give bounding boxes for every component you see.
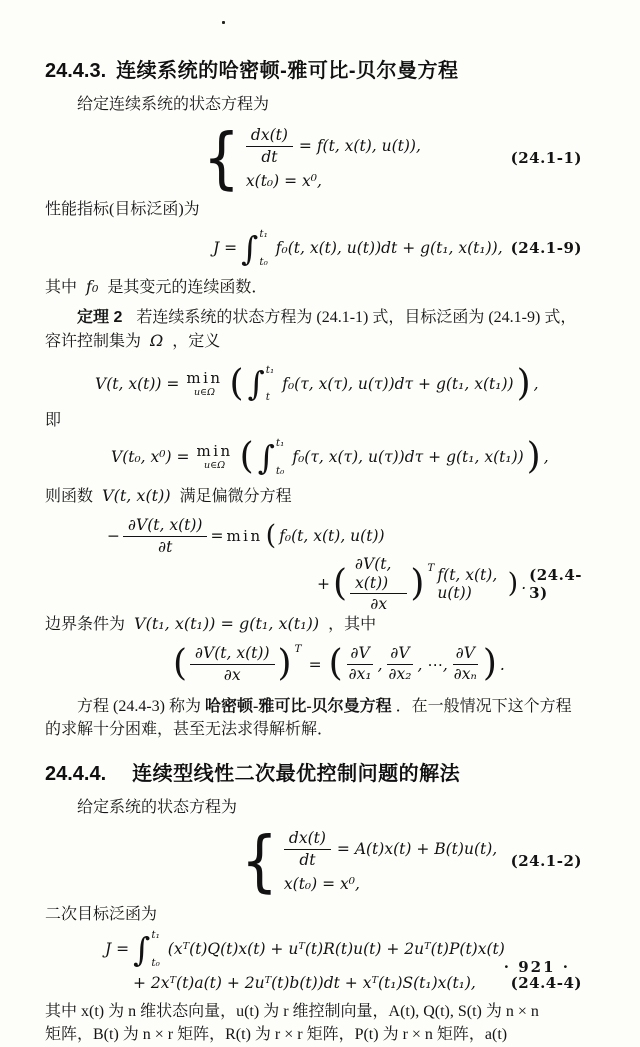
right-paren: ) bbox=[516, 362, 531, 404]
transpose-superscript: T bbox=[427, 562, 435, 575]
right-paren: ) bbox=[482, 643, 497, 685]
page-number: · 921 · bbox=[503, 958, 570, 976]
initial-condition: x(t₀) = x⁰, bbox=[245, 172, 322, 191]
integral bbox=[258, 438, 289, 476]
inline-math-V: V(t, x(t)) bbox=[102, 486, 171, 506]
equation-label: (24.1-1) bbox=[510, 149, 582, 168]
fraction-denominator: ∂x₁ bbox=[348, 665, 372, 683]
trailing-comma: , bbox=[533, 374, 539, 393]
equation-body: f₀(t, x(t), u(t)) bbox=[279, 527, 385, 546]
equation-24-4-3-line1 bbox=[107, 512, 582, 560]
right-paren: ) bbox=[410, 563, 425, 605]
equation-body: f₀(t, x(t), u(t))dt + g(t₁, x(t₁)), bbox=[275, 239, 503, 258]
section-number: 24.4.4. bbox=[45, 762, 107, 785]
equation-24-1-2 bbox=[241, 821, 582, 901]
equation-gradient-vector bbox=[173, 641, 582, 689]
integral-lower-limit: t₀ bbox=[259, 255, 268, 268]
equation-body: f₀(τ, x(τ), u(τ))dτ + g(t₁, x(t₁)) bbox=[282, 374, 514, 393]
integral-upper-limit: t₁ bbox=[265, 363, 275, 376]
equation-24-4-3-line2 bbox=[317, 554, 582, 614]
left-brace: { bbox=[203, 118, 240, 198]
equals-sign: = bbox=[210, 527, 224, 546]
paragraph-f0-continuous bbox=[45, 275, 582, 299]
equation-24-1-9 bbox=[213, 225, 582, 271]
theorem-2-line1 bbox=[45, 306, 582, 329]
equation-rhs: = f(t, x(t), u(t)), bbox=[298, 137, 421, 156]
equation-lhs: V(t, x(t)) = bbox=[95, 374, 180, 393]
fraction-numerator: dx(t) bbox=[246, 126, 293, 147]
fraction-dVdx bbox=[350, 555, 407, 614]
equation-body: (xᵀ(t)Q(t)x(t) + uᵀ(t)R(t)u(t) + 2uᵀ(t)P(t)x(t) bbox=[167, 940, 505, 959]
integral-upper-limit: t₁ bbox=[151, 929, 160, 942]
hjb-equation-name: 哈密顿-雅可比-贝尔曼方程 bbox=[205, 697, 392, 715]
section-number: 24.4.3. bbox=[45, 60, 107, 82]
paragraph-hjb-name-line2: 的求解十分困难，甚至无法求得解析解． bbox=[45, 720, 334, 738]
equation-24-4-4 bbox=[45, 928, 582, 996]
integral-sign: ∫ bbox=[257, 437, 275, 477]
integral-upper-limit: t₁ bbox=[275, 437, 285, 450]
text-run: 满足偏微分方程 bbox=[179, 488, 292, 506]
fraction-numerator: ∂V bbox=[347, 644, 372, 665]
left-paren: ( bbox=[239, 435, 254, 477]
section-heading-2443 bbox=[45, 54, 582, 83]
integral-sign: ∫ bbox=[241, 228, 259, 268]
text-run: ，定义 bbox=[172, 332, 221, 350]
fraction-dVdx1 bbox=[346, 644, 375, 684]
fraction-denominator: dt bbox=[261, 147, 278, 166]
text-run: 是其变元的连续函数． bbox=[107, 279, 268, 297]
paragraph-hjb-name-line1 bbox=[45, 695, 582, 718]
integral bbox=[133, 930, 164, 968]
text-run: 方程 (24.4-3) 称为 bbox=[77, 697, 201, 715]
equation-label: (24.1-2) bbox=[510, 852, 582, 871]
text-run: ．在一般情况下这个方程 bbox=[395, 697, 572, 715]
equation-24-1-1 bbox=[203, 118, 582, 198]
equation-lhs: J = bbox=[105, 940, 130, 959]
equation-body: f(t, x(t), u(t)) bbox=[437, 566, 498, 603]
equation-lhs: V(t₀, x⁰) = bbox=[111, 448, 190, 467]
paragraph-performance-index: 性能指标(目标泛函)为 bbox=[45, 201, 200, 219]
plus-sign: + bbox=[317, 575, 330, 594]
text-run: 边界条件为 bbox=[45, 616, 126, 634]
min-word: min bbox=[196, 441, 233, 460]
trailing-comma: , bbox=[543, 448, 549, 467]
equation-rhs: = A(t)x(t) + B(t)u(t), bbox=[336, 840, 498, 859]
equation-value-function bbox=[95, 361, 582, 407]
fraction-denominator: ∂t bbox=[158, 537, 173, 556]
equation-24-4-3 bbox=[45, 512, 582, 614]
equation-system bbox=[241, 821, 498, 901]
left-paren: ( bbox=[333, 563, 348, 605]
fraction-dVdx bbox=[190, 644, 274, 684]
integral-lower-limit: t₀ bbox=[275, 464, 285, 477]
section-title: 连续型线性二次最优控制问题的解法 bbox=[132, 762, 461, 785]
fraction-numerator: ∂V(t, x(t)) bbox=[190, 644, 274, 665]
fraction-dxdt bbox=[284, 829, 331, 869]
minus-sign: − bbox=[107, 527, 120, 546]
integral-sign: ∫ bbox=[133, 929, 151, 969]
min-word: min bbox=[226, 527, 263, 546]
left-brace: { bbox=[241, 821, 278, 901]
initial-condition: x(t₀) = x⁰, bbox=[283, 875, 360, 894]
equation-system bbox=[203, 118, 421, 198]
equation-label: (24.1-9) bbox=[510, 239, 582, 258]
left-paren: ( bbox=[328, 643, 343, 685]
fraction-denominator: ∂x bbox=[223, 666, 241, 684]
comma: , bbox=[377, 655, 383, 674]
text-run: 则函数 bbox=[45, 488, 94, 506]
theorem-2-line2 bbox=[45, 329, 582, 353]
fraction-denominator: ∂x bbox=[370, 595, 388, 614]
paragraph-boundary-condition bbox=[45, 612, 582, 636]
theorem-label: 定理 2 bbox=[77, 308, 123, 326]
integral-upper-limit: t₁ bbox=[259, 228, 268, 241]
equation-lhs: J = bbox=[213, 239, 238, 258]
min-operator bbox=[196, 441, 233, 471]
trailing-period: . bbox=[521, 575, 527, 594]
fraction-numerator: ∂V bbox=[387, 644, 412, 665]
scan-artifact-dot bbox=[222, 21, 225, 24]
fraction-denominator: ∂xₙ bbox=[453, 665, 477, 683]
section-title: 连续系统的哈密顿-雅可比-贝尔曼方程 bbox=[116, 60, 459, 82]
left-paren: ( bbox=[173, 643, 188, 685]
fraction-dVdx2 bbox=[386, 644, 415, 684]
paragraph-state-equation-intro: 给定连续系统的状态方程为 bbox=[77, 96, 270, 113]
paragraph-pde-intro bbox=[45, 484, 582, 508]
left-paren: ( bbox=[265, 519, 277, 551]
fraction-numerator: ∂V(t, x(t)) bbox=[123, 516, 207, 537]
ellipsis-comma: , ⋯, bbox=[417, 655, 448, 674]
equation-body: + 2xᵀ(t)a(t) + 2uᵀ(t)b(t))dt + xᵀ(t₁)S(t₁)x(t₁), bbox=[133, 974, 476, 993]
equation-label: (24.4-3) bbox=[529, 566, 582, 603]
equals-sign: = bbox=[308, 655, 322, 674]
equation-value-function-initial bbox=[111, 434, 582, 480]
integral-lower-limit: t bbox=[265, 391, 271, 404]
integral-sign: ∫ bbox=[247, 364, 265, 404]
fraction-denominator: ∂x₂ bbox=[388, 665, 412, 683]
text-run: 其中 bbox=[45, 279, 78, 297]
left-paren: ( bbox=[229, 362, 244, 404]
fraction-dxdt bbox=[246, 126, 293, 166]
paragraph-state-equation-intro-2: 给定系统的状态方程为 bbox=[77, 798, 238, 816]
min-subscript: u∈Ω bbox=[193, 386, 215, 398]
text-run: 容许控制集为 bbox=[45, 332, 142, 350]
text-run: 若连续系统的状态方程为 (24.1-1) 式，目标泛函为 (24.1-9) 式， bbox=[136, 308, 577, 326]
integral-lower-limit: t₀ bbox=[151, 956, 160, 969]
integral bbox=[241, 229, 272, 267]
equation-label: (24.4-4) bbox=[510, 974, 582, 993]
trailing-period: . bbox=[499, 655, 505, 674]
fraction-denominator: dt bbox=[299, 850, 316, 869]
inline-math-omega: Ω bbox=[150, 330, 164, 350]
right-paren: ) bbox=[526, 435, 541, 477]
integral bbox=[248, 365, 279, 403]
equation-body: f₀(τ, x(τ), u(τ))dτ + g(t₁, x(t₁)) bbox=[292, 448, 524, 467]
inline-math-boundary: V(t₁, x(t₁)) = g(t₁, x(t₁)) bbox=[134, 614, 320, 634]
transpose-superscript: T bbox=[294, 642, 302, 655]
fraction-numerator: ∂V(t, x(t)) bbox=[350, 555, 407, 594]
paragraph-quadratic-functional: 二次目标泛函为 bbox=[45, 906, 158, 924]
text-run: ，其中 bbox=[328, 616, 377, 634]
paragraph-dimensions-line2: 矩阵，B(t) 为 n × r 矩阵，R(t) 为 r × r 矩阵，P(t) 为 r × n 矩阵，a(t) bbox=[45, 1026, 508, 1044]
fraction-numerator: ∂V bbox=[453, 644, 478, 665]
fraction-numerator: dx(t) bbox=[284, 829, 331, 850]
right-paren: ) bbox=[277, 643, 292, 685]
right-paren: ) bbox=[507, 567, 519, 599]
section-heading-2444 bbox=[45, 757, 582, 786]
paragraph-ie: 即 bbox=[45, 411, 62, 429]
paragraph-dimensions-line1: 其中 x(t) 为 n 维状态向量，u(t) 为 r 维控制向量，A(t), Q(t), S(t) 为 n × n bbox=[45, 1003, 539, 1021]
min-word: min bbox=[186, 368, 223, 387]
inline-math-f0: f₀ bbox=[86, 277, 99, 297]
min-operator bbox=[186, 368, 223, 398]
fraction-dVdt bbox=[123, 516, 207, 556]
fraction-dVdxn bbox=[451, 644, 480, 684]
min-subscript: u∈Ω bbox=[204, 459, 226, 471]
